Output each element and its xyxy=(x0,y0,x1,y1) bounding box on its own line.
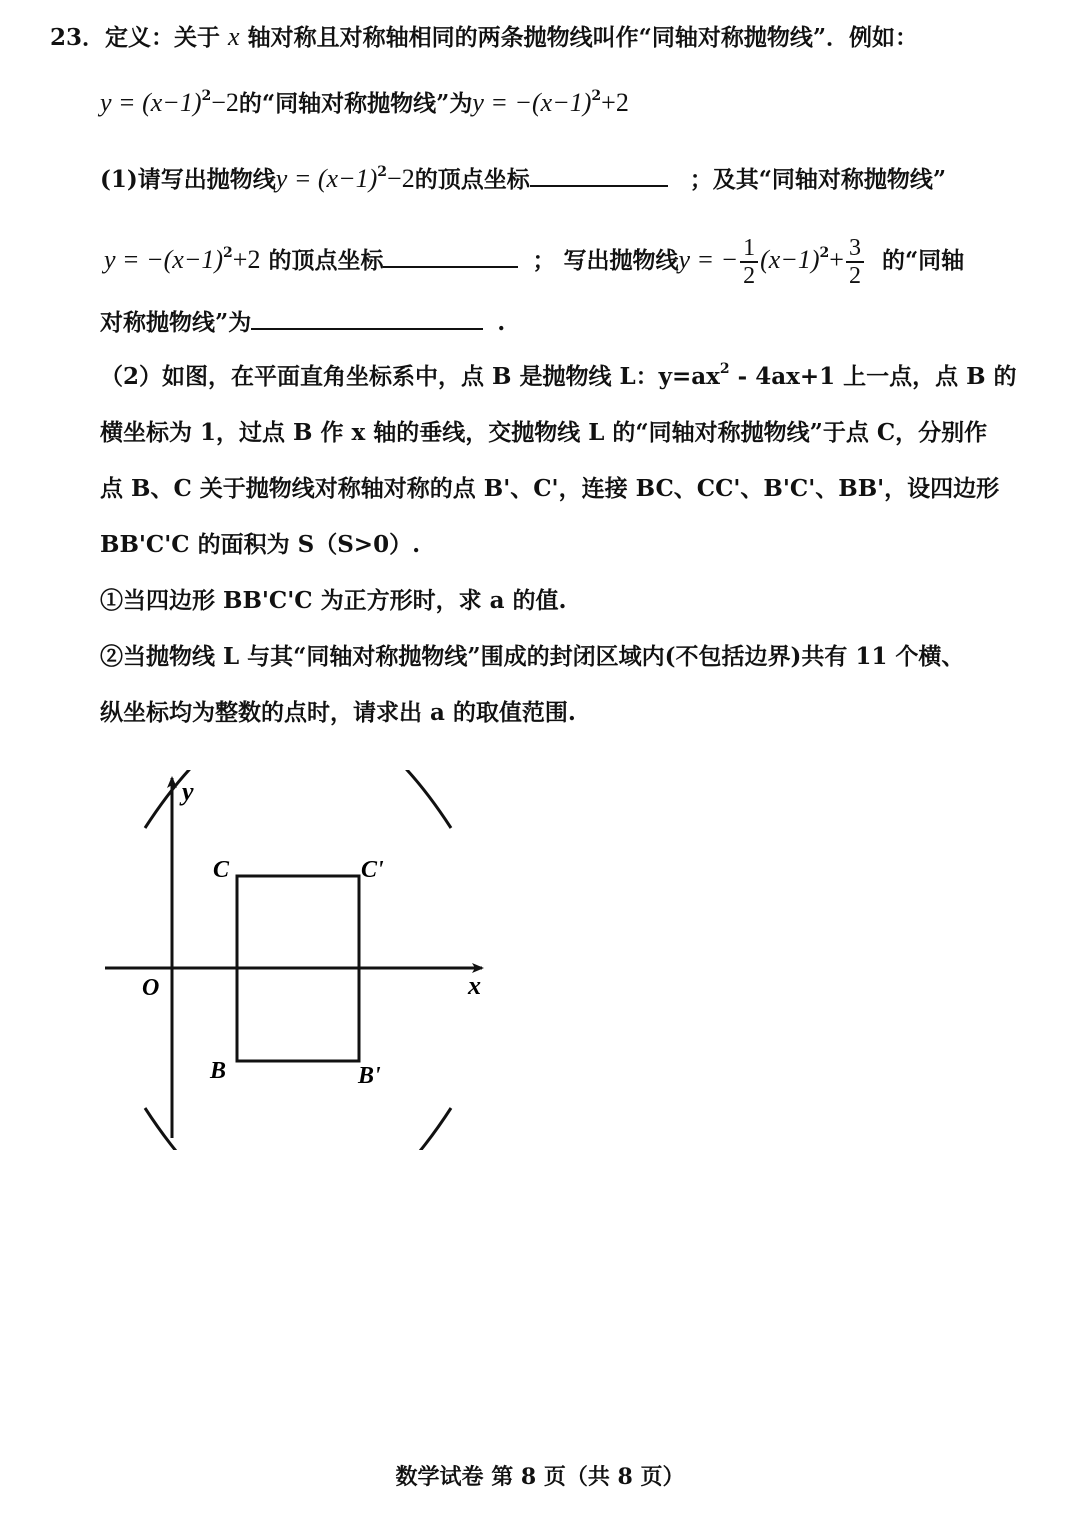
part2-line4 xyxy=(100,530,420,560)
point-b-prime-label: B' xyxy=(358,1063,381,1089)
part1-line1 xyxy=(100,163,946,195)
parabola-a: y = (x−1) xyxy=(275,164,378,193)
definition-rest: 轴对称且对称轴相同的两条抛物线叫作“同轴对称抛物线”．例如： xyxy=(247,24,919,51)
superscript: 2 xyxy=(591,88,602,104)
coordinate-figure xyxy=(100,770,500,1150)
example-mid: 的“同轴对称抛物线”为 xyxy=(238,90,473,117)
superscript: 2 xyxy=(377,164,388,180)
y-axis-label: y xyxy=(182,777,194,806)
vertex-word: 的顶点坐标 xyxy=(414,166,530,193)
answer-blank-2[interactable] xyxy=(383,244,518,268)
part2-text-4: BB'C'C 的面积为 S（S>0）. xyxy=(100,531,421,558)
fraction-one-half xyxy=(740,235,758,289)
x-axis-label: x xyxy=(468,971,481,1000)
part1-line2 xyxy=(104,232,964,289)
example-parabola-tail: −2 xyxy=(211,88,239,117)
part2-sub2-line1 xyxy=(100,642,964,672)
parabola-b: y = −(x−1) xyxy=(104,245,224,274)
part2-sub1 xyxy=(100,586,567,616)
vertex-word-2: 的顶点坐标 xyxy=(268,247,384,274)
part1-line3 xyxy=(100,306,505,338)
example-image-tail: +2 xyxy=(601,88,629,117)
parabola-c-plus: + xyxy=(829,245,844,274)
sep-write: ； 写出抛物线 xyxy=(532,247,679,274)
fraction-denominator: 2 xyxy=(743,263,756,289)
part2-line3 xyxy=(100,474,999,504)
fraction-denominator: 2 xyxy=(848,263,861,289)
superscript: 2 xyxy=(223,245,233,261)
part2-text-1-tail: - 4ax+1 上一点，点 B 的 xyxy=(729,363,1017,390)
part2-line2 xyxy=(100,418,987,448)
part2-text-2: 横坐标为 1，过点 B 作 x 轴的垂线，交抛物线 L 的“同轴对称抛物线”于点 C，分别作 xyxy=(100,419,988,446)
question-header-line xyxy=(50,22,918,53)
parabola-upward xyxy=(145,1108,451,1150)
fraction-three-halves xyxy=(846,235,864,289)
parabola-b-tail: +2 xyxy=(232,245,261,274)
end-dot: . xyxy=(497,309,506,336)
origin-label: O xyxy=(142,975,160,1001)
superscript: 2 xyxy=(719,361,730,377)
subquestion-2: ②当抛物线 L 与其“同轴对称抛物线”围成的封闭区域内(不包括边界)共有 11 个横、 xyxy=(100,643,965,670)
image-word-2: 对称抛物线”为 xyxy=(100,309,252,336)
fraction-numerator: 1 xyxy=(740,235,758,263)
parabola-c-lead: y = − xyxy=(678,245,739,274)
example-image: y = −(x−1) xyxy=(472,88,592,117)
part2-text-3: 点 B、C 关于抛物线对称轴对称的点 B'、C'，连接 BC、CC'、B'C'、BB'，设四边形 xyxy=(100,475,1000,502)
definition-prefix: 定义：关于 xyxy=(105,24,221,51)
example-parabola: y = (x−1) xyxy=(100,88,202,117)
part2-line1 xyxy=(100,362,1017,392)
image-word: 的“同轴 xyxy=(881,247,965,274)
point-b-label: B xyxy=(210,1058,227,1084)
answer-blank-3[interactable] xyxy=(251,306,483,330)
subquestion-2-cont: 纵坐标均为整数的点时，请求出 a 的取值范围. xyxy=(100,699,576,726)
sep-and: ；及其“同轴对称抛物线” xyxy=(689,166,947,193)
superscript: 2 xyxy=(201,88,212,104)
page-footer: 数学试卷 第 8 页（共 8 页） xyxy=(395,1464,685,1490)
fraction-numerator: 3 xyxy=(846,235,864,263)
part1-label: (1) xyxy=(100,166,138,193)
x-variable: x xyxy=(228,22,240,51)
superscript: 2 xyxy=(819,245,830,261)
subquestion-1: ①当四边形 BB'C'C 为正方形时，求 a 的值. xyxy=(100,587,567,614)
example-line xyxy=(100,88,629,119)
point-c-prime-label: C' xyxy=(361,857,384,883)
part2-text-1: （2）如图，在平面直角坐标系中，点 B 是抛物线 L：y=ax xyxy=(100,363,720,390)
answer-blank-1[interactable] xyxy=(530,163,668,187)
parabola-a-tail: −2 xyxy=(387,164,415,193)
part1-ask: 请写出抛物线 xyxy=(137,166,276,193)
question-number: 23． xyxy=(50,24,106,51)
parabola-c-mid: (x−1) xyxy=(760,245,820,274)
point-c-label: C xyxy=(213,857,230,883)
part2-sub2-line2 xyxy=(100,698,576,728)
